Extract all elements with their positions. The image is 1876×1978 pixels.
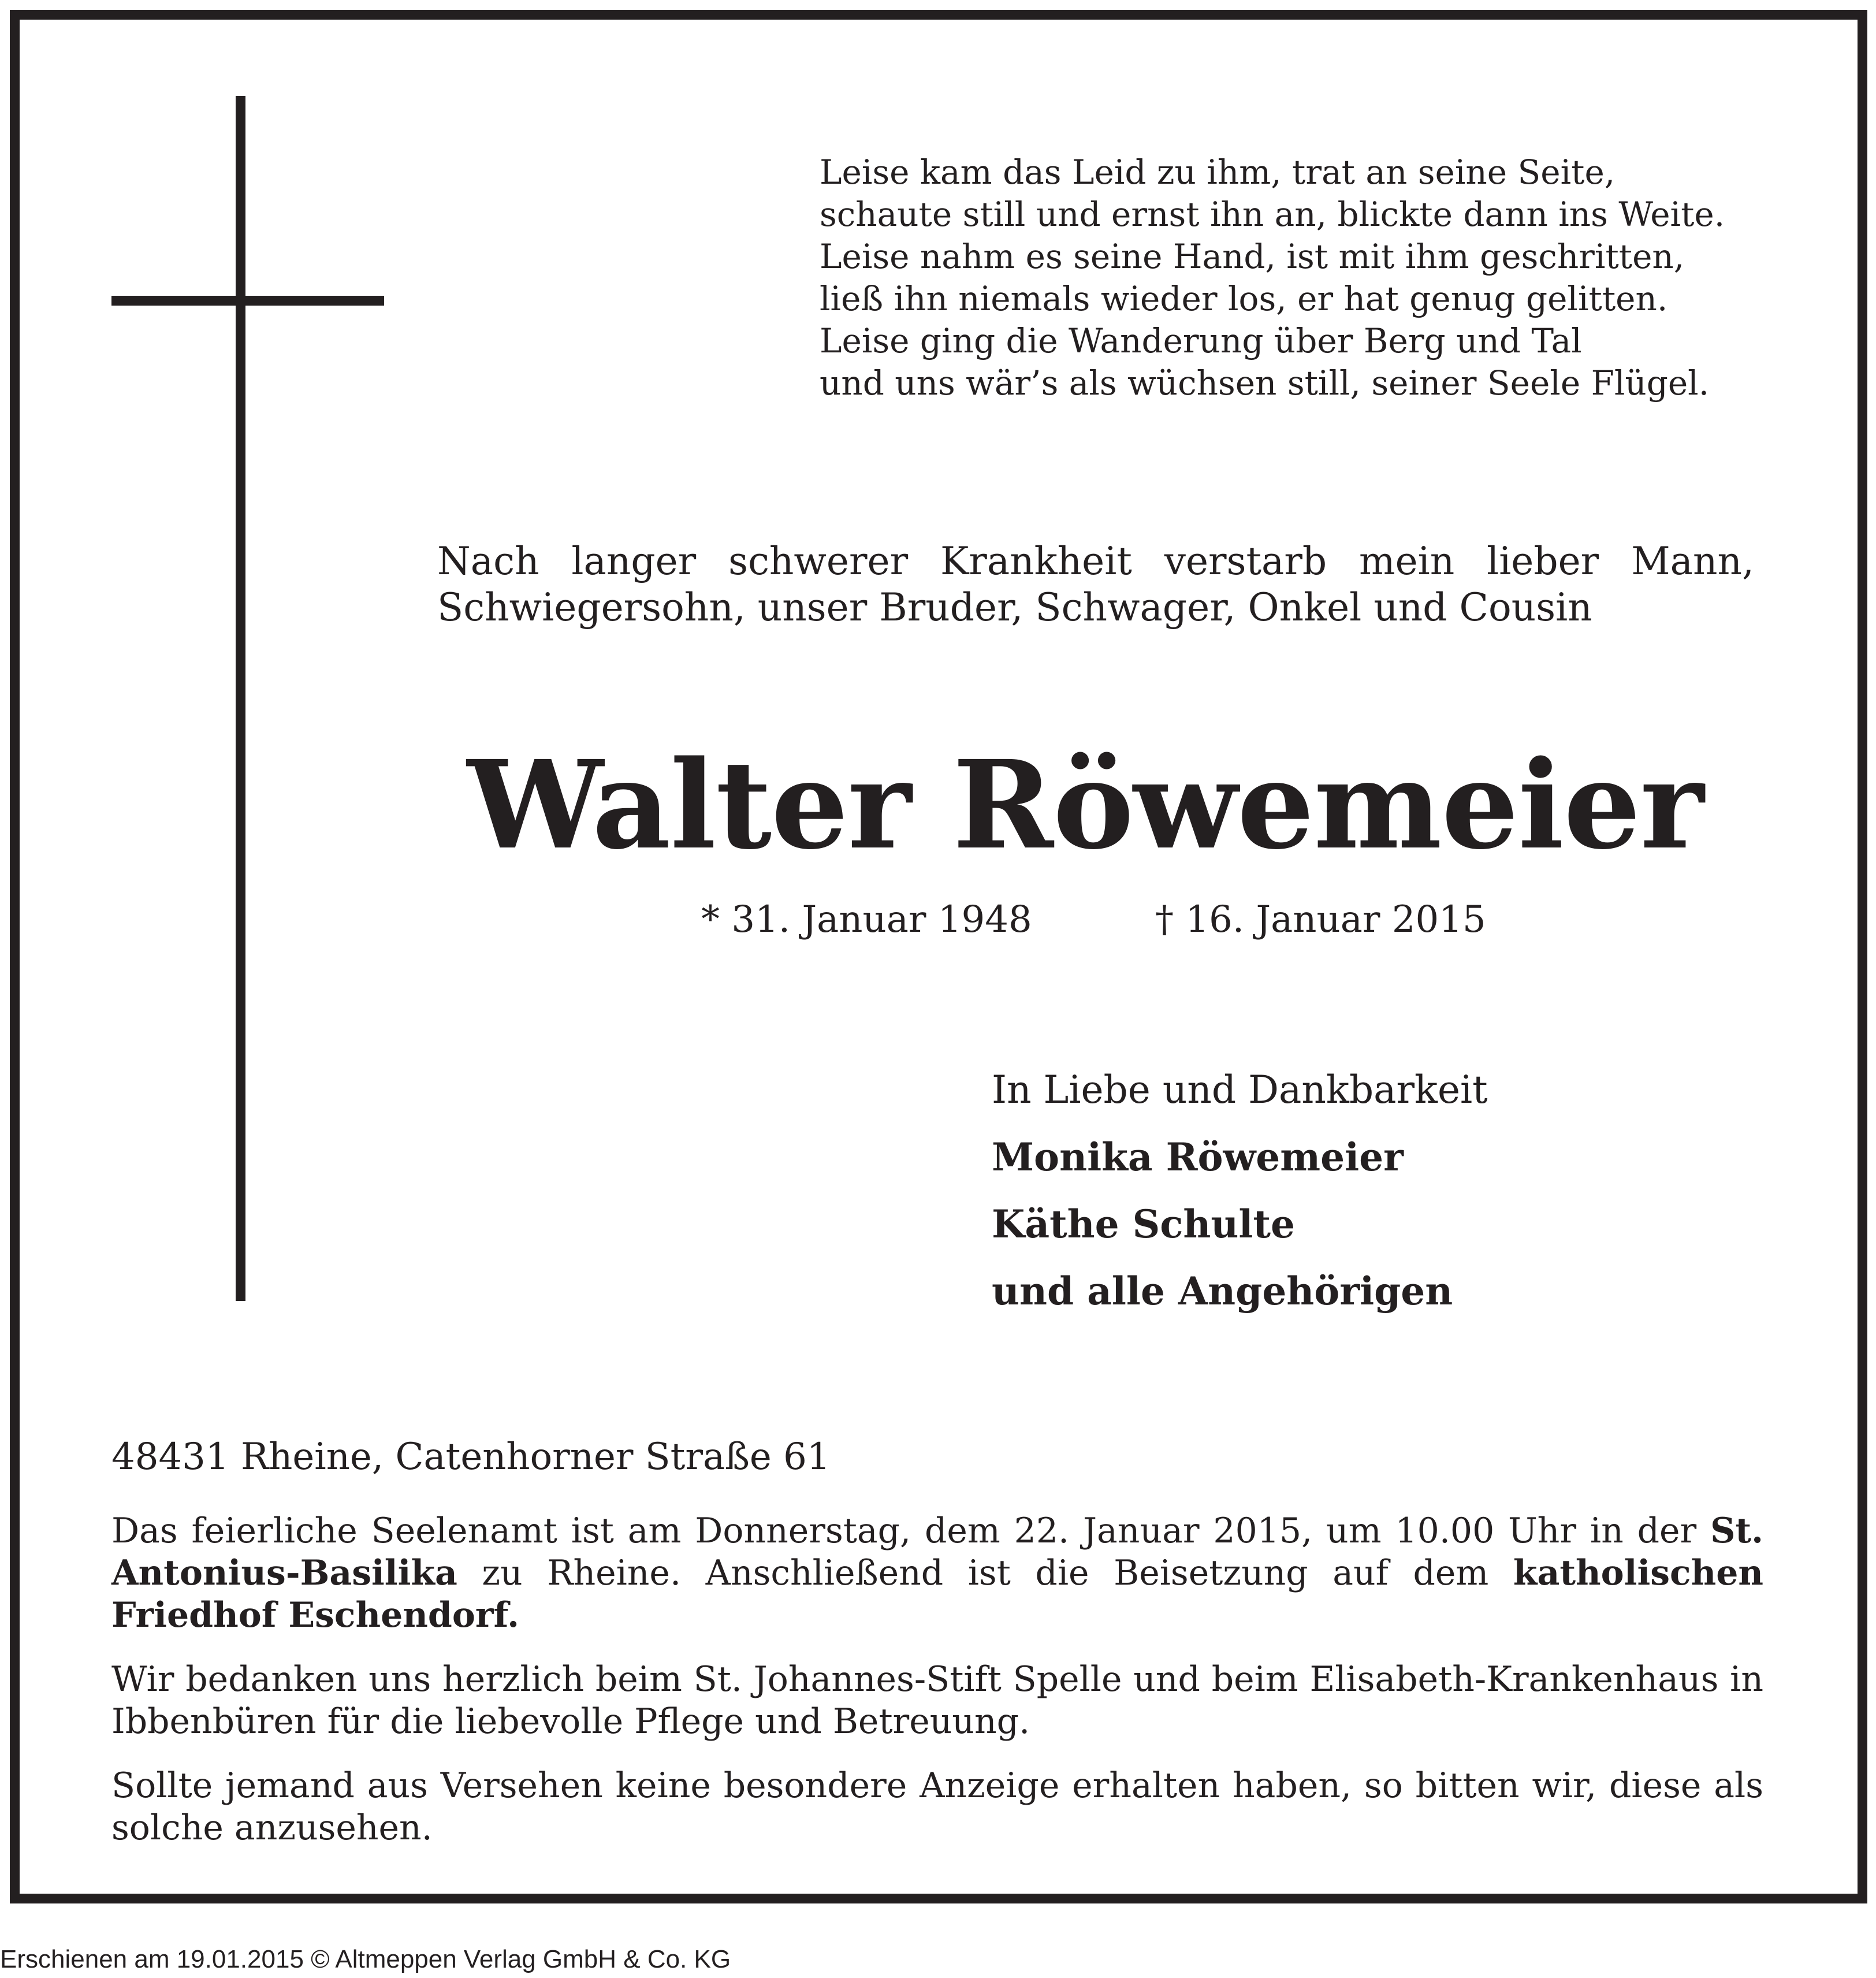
poem-line: ließ ihn niemals wieder los, er hat genug gelitten. bbox=[820, 279, 1668, 318]
closing-phrase: In Liebe und Dankbarkeit bbox=[992, 1068, 1488, 1112]
thanks-paragraph: Wir bedanken uns herzlich beim St. Johannes-Stift Spelle und beim Elisabeth-Krankenhaus in Ibbenbüren für die liebevolle Pflege und Betreuung. bbox=[111, 1659, 1763, 1742]
intro-line: Nach langer schwerer Krankheit verstarb mein lieber Mann, bbox=[437, 539, 1754, 583]
church-name: St. Antonius-Basilika bbox=[111, 1511, 1763, 1593]
death-date: † 16. Januar 2015 bbox=[1155, 898, 1486, 941]
poem-line: schaute still und ernst ihn an, blickte dann ins Weite. bbox=[820, 195, 1725, 234]
intro-text bbox=[437, 538, 1754, 631]
service-text: Das feierliche Seelenamt ist am Donnerstag, dem 22. Januar 2015, um 10.00 Uhr in der bbox=[111, 1511, 1711, 1551]
obituary-notice bbox=[10, 10, 1867, 1903]
mourner-name: und alle Angehörigen bbox=[992, 1269, 1453, 1314]
birth-date: * 31. Januar 1948 bbox=[701, 898, 1032, 941]
service-paragraph bbox=[111, 1510, 1763, 1637]
poem-line: Leise kam das Leid zu ihm, trat an seine Seite, bbox=[820, 153, 1616, 192]
cross-icon bbox=[236, 96, 245, 1301]
address: 48431 Rheine, Catenhorner Straße 61 bbox=[111, 1436, 831, 1478]
service-details bbox=[111, 1510, 1763, 1871]
mourners-block bbox=[992, 1066, 1743, 1315]
cross-icon-crossbar bbox=[111, 296, 384, 306]
poem-line: und uns wär’s als wüchsen still, seiner Seele Flügel. bbox=[820, 363, 1710, 403]
service-text: zu Rheine. Anschließend ist die Beisetzung auf dem bbox=[457, 1553, 1513, 1593]
intro-line: Schwiegersohn, unser Bruder, Schwager, Onkel und Cousin bbox=[437, 585, 1592, 630]
poem-line: Leise ging die Wanderung über Berg und Tal bbox=[820, 321, 1582, 360]
mourner-name: Käthe Schulte bbox=[992, 1202, 1295, 1247]
poem-line: Leise nahm es seine Hand, ist mit ihm geschritten, bbox=[820, 237, 1685, 276]
mourner-name: Monika Röwemeier bbox=[992, 1135, 1404, 1180]
deceased-name: Walter Röwemeier bbox=[467, 734, 1704, 876]
publication-credit: Erschienen am 19.01.2015 © Altmeppen Verlag GmbH & Co. KG bbox=[0, 1945, 731, 1973]
cemetery-name: katholischen Friedhof Eschendorf. bbox=[111, 1553, 1763, 1635]
note-paragraph: Sollte jemand aus Versehen keine besondere Anzeige erhalten haben, so bitten wir, diese als solche anzusehen. bbox=[111, 1765, 1763, 1848]
poem bbox=[820, 151, 1801, 404]
